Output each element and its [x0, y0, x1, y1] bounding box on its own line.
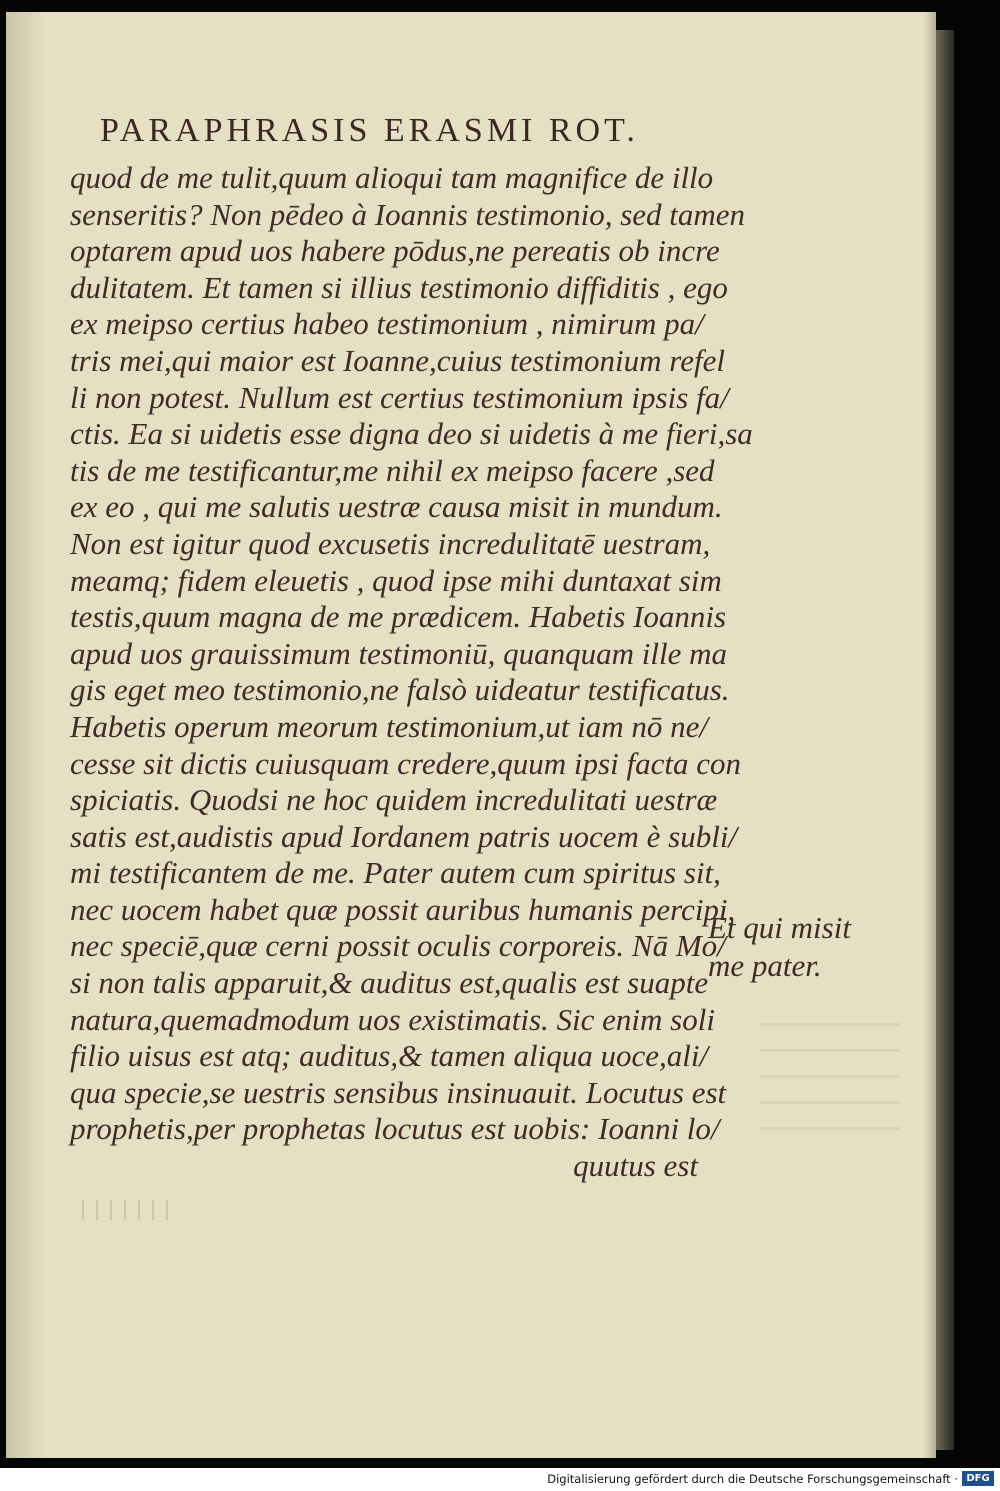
text-line: Habetis operum meorum testimonium,ut iam nō ne/	[70, 708, 709, 744]
body-text	[70, 160, 753, 1185]
text-line: ctis. Ea si uidetis esse digna deo si uidetis à me fieri,sa	[70, 416, 753, 452]
text-line: meamq; fidem eleuetis , quod ipse mihi duntaxat sim	[70, 562, 722, 598]
marginal-line: Et qui misit	[708, 910, 851, 945]
text-line: li non potest. Nullum est certius testimonium ipsis fa/	[70, 379, 729, 415]
text-line: dulitatem. Et tamen si illius testimonio diffiditis , ego	[70, 269, 728, 305]
dfg-logo-icon: DFG	[962, 1471, 994, 1486]
text-line: qua specie,se uestris sensibus insinuauit. Locutus est	[70, 1074, 727, 1110]
text-line: filio uisus est atq; auditus,& tamen aliqua uoce,ali/	[70, 1038, 709, 1074]
text-line: prophetis,per prophetas locutus est uobis: Ioanni lo/	[70, 1111, 720, 1147]
text-line: nec speciē,quæ cerni possit oculis corporeis. Nā Mo/	[70, 928, 726, 964]
marginal-note	[708, 909, 888, 985]
digitization-footer	[0, 1468, 1000, 1491]
text-line: ex eo , qui me salutis uestræ causa misit in mundum.	[70, 489, 723, 525]
text-line: nec uocem habet quæ possit auribus humanis percipi,	[70, 891, 736, 927]
marginal-line: me pater.	[708, 948, 822, 983]
catchword: quutus est	[573, 1148, 698, 1184]
text-line: senseritis? Non pēdeo à Ioannis testimonio, sed tamen	[70, 196, 746, 232]
text-line: apud uos grauissimum testimoniū, quanquam ille ma	[70, 635, 728, 671]
text-line: tris mei,qui maior est Ioanne,cuius testimonium refel	[70, 342, 725, 378]
page-edge	[936, 30, 954, 1450]
text-line: si non talis apparuit,& auditus est,qualis est suapte	[70, 965, 709, 1001]
text-line: ex meipso certius habeo testimonium , nimirum pa/	[70, 306, 704, 342]
text-line: Non est igitur quod excusetis incredulitatē uestram,	[70, 525, 711, 561]
show-through-text	[760, 1010, 900, 1130]
text-line: testis,quum magna de me prædicem. Habetis Ioannis	[70, 599, 727, 635]
text-line: natura,quemadmodum uos existimatis. Sic enim soli	[70, 1001, 715, 1037]
ink-smudge	[82, 1200, 172, 1220]
text-line: mi testificantem de me. Pater autem cum spiritus sit,	[70, 855, 721, 891]
text-line: spiciatis. Quodsi ne hoc quidem incredulitati uestræ	[70, 782, 718, 818]
text-line: quod de me tulit,quum alioqui tam magnifice de illo	[70, 160, 714, 195]
footer-credit: Digitalisierung gefördert durch die Deutsche Forschungsgemeinschaft ·	[547, 1472, 958, 1486]
text-line: gis eget meo testimonio,ne falsò uideatur testificatus.	[70, 672, 730, 708]
text-line: satis est,audistis apud Iordanem patris uocem è subli/	[70, 818, 738, 854]
text-line: optarem apud uos habere pōdus,ne pereatis ob incre	[70, 233, 720, 269]
text-line: tis de me testificantur,me nihil ex meipso facere ,sed	[70, 452, 715, 488]
running-head: PARAPHRASIS ERASMI ROT.	[100, 112, 639, 149]
text-line: cesse sit dictis cuiusquam credere,quum ipsi facta con	[70, 745, 741, 781]
